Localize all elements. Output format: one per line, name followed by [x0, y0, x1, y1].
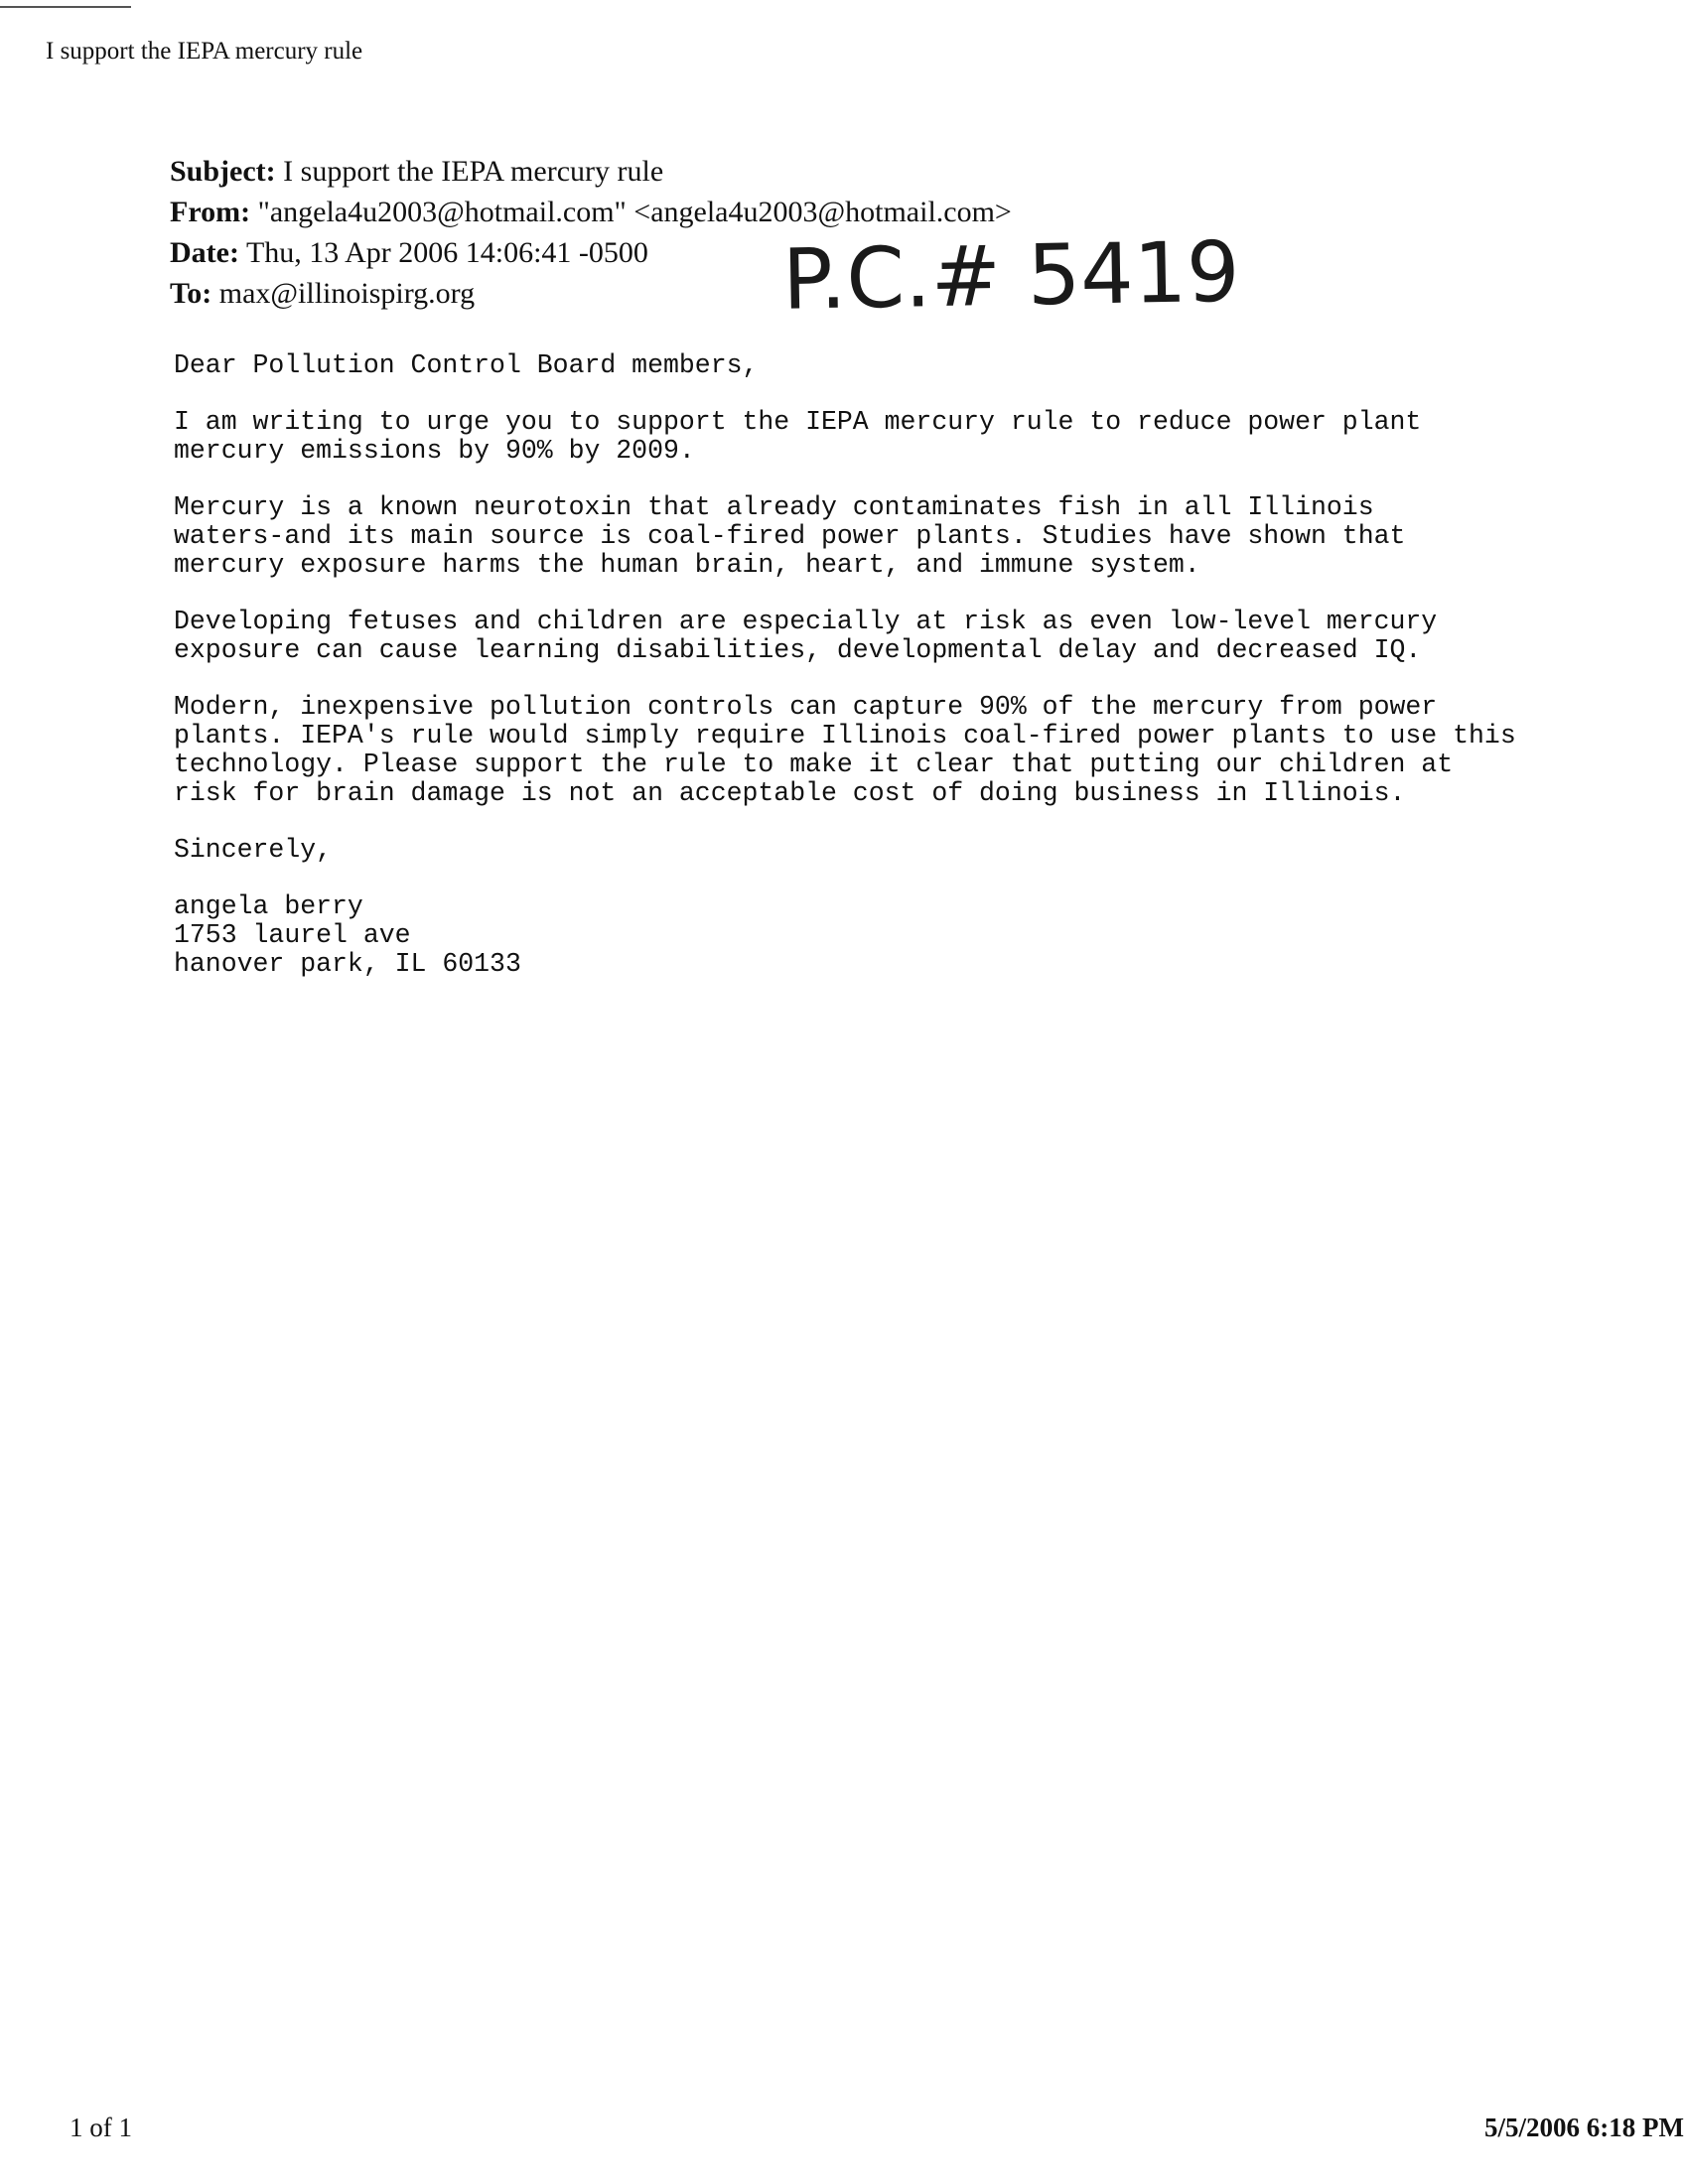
- footer-page-count: 1 of 1: [70, 2113, 132, 2142]
- pc-number-text: P.C.# 5419: [781, 222, 1241, 329]
- subject-value: I support the IEPA mercury rule: [283, 155, 664, 188]
- date-value: Thu, 13 Apr 2006 14:06:41 -0500: [245, 236, 648, 269]
- from-value: "angela4u2003@hotmail.com" <angela4u2003@hotmail.com>: [257, 196, 1012, 228]
- to-value: max@illinoispirg.org: [218, 277, 476, 310]
- greeting: Dear Pollution Control Board members,: [174, 350, 759, 380]
- top-divider: [0, 6, 131, 8]
- pc-number-stamp: [778, 220, 1241, 330]
- email-body: [174, 351, 1663, 979]
- from-label: From:: [170, 196, 251, 228]
- closing: Sincerely,: [174, 835, 333, 865]
- body-paragraph-1: I am writing to urge you to support the IEPA mercury rule to reduce power plant mercury emissions by 90% by 2009.: [174, 407, 1422, 466]
- body-paragraph-4: Modern, inexpensive pollution controls can capture 90% of the mercury from power plants. IEPA's rule would simply require Illinois coal-fired power plants to use this technology. Please support the rule to make it clear that putting our children at risk for brain damage is not an acceptable cost of doing business in Illinois.: [174, 692, 1516, 808]
- body-paragraph-3: Developing fetuses and children are especially at risk as even low-level mercury exposure can cause learning disabilities, developmental delay and decreased IQ.: [174, 607, 1438, 665]
- date-label: Date:: [170, 236, 239, 269]
- body-paragraph-2: Mercury is a known neurotoxin that already contaminates fish in all Illinois waters-and its main source is coal-fired power plants. Studies have shown that mercury exposure harms the human brain, heart, and immune system.: [174, 492, 1406, 580]
- print-header-title: I support the IEPA mercury rule: [46, 38, 363, 65]
- to-label: To:: [170, 277, 212, 310]
- signature-block: angela berry 1753 laurel ave hanover park, IL 60133: [174, 891, 521, 979]
- subject-line: [170, 151, 1012, 192]
- footer-print-date: 5/5/2006 6:18 PM: [1484, 2113, 1684, 2142]
- subject-label: Subject:: [170, 155, 276, 188]
